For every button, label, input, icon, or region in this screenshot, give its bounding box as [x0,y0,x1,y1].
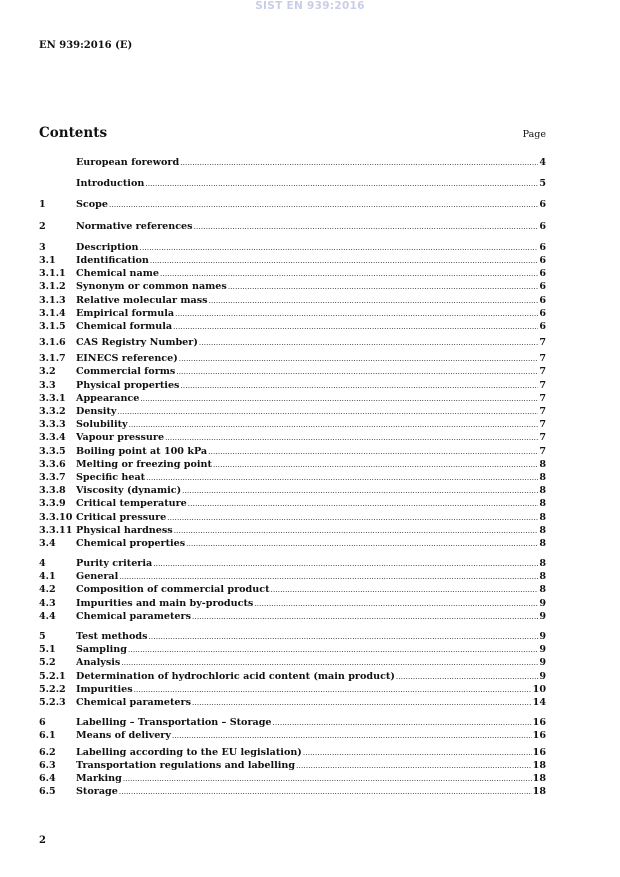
toc-entry-title[interactable]: Impurities and main by-products [76,597,254,609]
toc-entry[interactable] [39,379,546,392]
toc-entry-title[interactable]: Chemical properties [76,537,186,549]
document-id: EN 939:2016 (E) [39,40,133,51]
toc-entry-title[interactable]: Empirical formula [76,307,175,319]
toc-entry[interactable] [39,392,546,405]
toc-entry-page[interactable]: 16 [532,717,546,729]
toc-entry-title[interactable]: Density [76,406,117,417]
toc-dot-leader [153,558,538,571]
toc-entry[interactable] [39,307,546,320]
toc-dot-leader [182,485,538,498]
toc-entry[interactable] [39,610,546,623]
toc-entry-number: 3.2 [39,366,56,378]
toc-entry-number: 3.1.4 [39,307,66,319]
toc-entry-title[interactable]: General [76,571,119,583]
toc-entry[interactable] [39,405,546,418]
toc-entry-title[interactable]: Chemical formula [76,320,173,332]
toc-dot-leader [228,281,538,294]
toc-entry-page[interactable]: 16 [532,730,546,742]
toc-entry-number: 5.2.1 [39,670,66,682]
toc-entry-number: 6 [39,717,46,729]
toc-entry-number: 5.2.2 [39,683,66,695]
toc-dot-leader [117,406,538,419]
toc-dot-leader [188,498,539,511]
toc-entry-page[interactable]: 8 [539,524,546,536]
toc-entry-number: 3.1.3 [39,294,66,306]
toc-entry-number: 3.3.4 [39,432,66,444]
toc-entry-title[interactable]: Analysis [76,657,121,669]
toc-entry[interactable] [39,431,546,444]
toc-entry-page[interactable]: 18 [532,786,546,798]
toc-entry-number: 3.3.8 [39,485,66,497]
toc-entry-number: 3.3.10 [39,511,73,523]
toc-entry-title[interactable]: Physical hardness [76,524,173,536]
toc-entry-title[interactable]: CAS Registry Number) [76,337,198,349]
toc-entry-number: 5 [39,631,46,642]
toc-entry[interactable] [39,267,546,280]
toc-entry[interactable] [39,336,546,349]
toc-dot-leader [192,611,538,624]
toc-entry[interactable] [39,670,546,683]
toc-entry[interactable] [39,198,546,211]
toc-entry-page[interactable]: 8 [539,558,546,570]
toc-entry-number: 4.3 [39,597,56,609]
toc-entry-title[interactable]: Labelling – Transportation – Storage [76,717,272,729]
toc-entry-number: 5.2.3 [39,696,66,708]
toc-dot-leader [180,380,538,393]
toc-entry-page[interactable]: 6 [539,254,546,266]
toc-entry[interactable] [39,537,546,550]
toc-dot-leader [273,717,532,730]
toc-entry-number: 6.1 [39,730,56,742]
toc-dot-leader [150,255,538,268]
toc-entry-title[interactable]: Transportation regulations and labelling [76,759,296,771]
toc-entry-title[interactable]: Boiling point at 100 kPa [76,445,208,457]
toc-dot-leader [128,644,538,657]
toc-dot-leader [134,684,532,697]
toc-dot-leader [165,432,538,445]
toc-entry-page[interactable]: 6 [539,220,546,232]
toc-entry-page[interactable]: 6 [539,294,546,306]
toc-entry-page[interactable]: 9 [539,597,546,609]
toc-dot-leader [192,697,532,710]
toc-entry-number: 5.2 [39,657,56,669]
toc-entry[interactable] [39,557,546,570]
toc-dot-leader [140,242,539,255]
toc-entry-page[interactable]: 8 [539,485,546,497]
toc-entry-page[interactable]: 6 [539,320,546,332]
toc-entry-number: 4.1 [39,571,56,583]
toc-entry[interactable] [39,570,546,583]
toc-entry-page[interactable]: 7 [539,406,546,417]
toc-entry-number: 4 [39,558,46,570]
toc-entry-title[interactable]: Relative molecular mass [76,294,208,306]
toc-entry-page[interactable]: 6 [539,268,546,280]
toc-entry[interactable] [39,759,546,772]
toc-entry-title[interactable]: Solubility [76,419,128,431]
toc-entry[interactable] [39,785,546,798]
toc-entry-page[interactable]: 18 [532,759,546,771]
toc-entry-number: 3.3.7 [39,471,66,483]
toc-entry-number: 6.4 [39,772,56,784]
toc-dot-leader [148,631,538,644]
toc-entry-title[interactable]: Purity criteria [76,558,153,570]
toc-entry-number: 4.2 [39,584,56,596]
toc-entry-page[interactable]: 6 [539,307,546,319]
toc-entry[interactable] [39,643,546,656]
toc-entry-title[interactable]: Commercial forms [76,366,176,378]
toc-entry[interactable] [39,280,546,293]
toc-entry-title[interactable]: Determination of hydrochloric acid content (main product) [76,670,395,682]
toc-entry-page[interactable]: 7 [539,379,546,391]
toc-entry[interactable] [39,484,546,497]
toc-entry[interactable] [39,746,546,759]
toc-dot-leader [172,730,532,743]
toc-entry-title[interactable]: Marking [76,772,122,784]
toc-entry-page[interactable]: 8 [539,537,546,549]
toc-entry-number: 2 [39,220,46,232]
toc-entry[interactable] [39,683,546,696]
toc-entry-title[interactable]: Scope [76,199,108,211]
toc-entry-title[interactable]: Test methods [76,631,148,642]
toc-dot-leader [129,419,539,432]
toc-entry-title[interactable]: Means of delivery [76,730,171,742]
toc-entry-page[interactable]: 4 [539,157,546,168]
toc-entry[interactable] [39,583,546,596]
toc-entry-title[interactable]: Impurities [76,683,133,695]
toc-dot-leader [208,446,538,459]
toc-entry-page[interactable]: 9 [539,631,546,642]
toc-entry-number: 3.1.2 [39,281,66,293]
toc-entry-page[interactable]: 9 [539,644,546,656]
toc-entry-title[interactable]: Critical pressure [76,511,167,523]
toc-entry-number: 3.3.5 [39,445,66,457]
toc-entry-number: 3.1.6 [39,337,66,349]
toc-dot-leader [174,525,539,538]
toc-entry[interactable] [39,597,546,610]
toc-entry[interactable] [39,177,546,190]
toc-dot-leader [176,366,538,379]
toc-entry-page[interactable]: 8 [539,584,546,596]
toc-entry-page[interactable]: 6 [539,241,546,253]
toc-entry-title[interactable]: Appearance [76,392,140,404]
toc-entry-page[interactable]: 7 [539,432,546,444]
page-number: 2 [39,835,46,846]
toc-entry-title[interactable]: Normative references [76,220,193,232]
toc-dot-leader [180,157,538,170]
toc-dot-leader [271,584,539,597]
toc-entry-number: 4.4 [39,610,56,622]
toc-entry-page[interactable]: 8 [539,458,546,470]
toc-entry-title[interactable]: Sampling [76,644,127,656]
toc-dot-leader [173,321,538,334]
toc-entry-number: 3.1 [39,254,56,266]
toc-entry-title[interactable]: Chemical name [76,268,159,280]
toc-entry[interactable] [39,511,546,524]
toc-entry-number: 3.1.1 [39,268,66,280]
toc-entry-title[interactable]: Description [76,241,139,253]
toc-entry[interactable] [39,696,546,709]
toc-entry-title[interactable]: Identification [76,254,149,266]
toc-entry[interactable] [39,471,546,484]
toc-dot-leader [140,393,538,406]
toc-dot-leader [396,671,538,684]
toc-entry[interactable] [39,656,546,669]
contents-heading: Contents [39,125,108,141]
toc-dot-leader [209,295,539,308]
toc-entry[interactable] [39,220,546,233]
toc-dot-leader [179,353,539,366]
toc-entry-number: 3 [39,241,46,253]
toc-entry-title[interactable]: Introduction [76,178,145,190]
toc-entry-page[interactable]: 7 [539,366,546,378]
toc-entry-page[interactable]: 7 [539,419,546,431]
toc-entry-page[interactable]: 16 [532,746,546,758]
toc-entry-page[interactable]: 8 [539,571,546,583]
toc-entry[interactable] [39,497,546,510]
toc-entry[interactable] [39,729,546,742]
toc-entry[interactable] [39,772,546,785]
toc-entry[interactable] [39,365,546,378]
toc-dot-leader [175,308,538,321]
toc-entry-page[interactable]: 7 [539,392,546,404]
toc-entry-page[interactable]: 8 [539,471,546,483]
toc-dot-leader [199,337,538,350]
toc-entry-title[interactable]: Chemical parameters [76,610,191,622]
toc-entry-title[interactable]: Vapour pressure [76,432,165,444]
toc-entry-title[interactable]: Chemical parameters [76,696,191,708]
toc-dot-leader [194,221,539,234]
toc-entry-title[interactable]: EINECS reference) [76,353,178,365]
toc-dot-leader [296,760,532,773]
toc-entry-number: 3.3 [39,379,56,391]
toc-entry-number: 6.3 [39,759,56,771]
toc-entry[interactable] [39,156,546,169]
toc-entry-title[interactable]: Critical temperature [76,498,187,510]
toc-entry[interactable] [39,716,546,729]
toc-entry-title[interactable]: Storage [76,786,118,798]
toc-entry-page[interactable]: 14 [532,696,546,708]
toc-dot-leader [254,598,538,611]
toc-entry-page[interactable]: 6 [539,199,546,211]
toc-entry-page[interactable]: 8 [539,511,546,523]
toc-entry-number: 3.1.5 [39,320,66,332]
toc-entry-page[interactable]: 5 [539,178,546,190]
toc-entry-page[interactable]: 9 [539,610,546,622]
toc-entry-number: 3.4 [39,537,56,549]
toc-dot-leader [123,773,532,786]
toc-entry-number: 3.3.1 [39,392,66,404]
toc-entry-title[interactable]: Composition of commercial product [76,584,270,596]
toc-entry[interactable] [39,294,546,307]
toc-entry-number: 1 [39,199,46,211]
toc-entry[interactable] [39,320,546,333]
toc-entry-page[interactable]: 9 [539,670,546,682]
toc-entry[interactable] [39,458,546,471]
toc-dot-leader [109,199,538,212]
toc-entry-number: 3.3.11 [39,524,73,536]
toc-entry-number: 5.1 [39,644,56,656]
toc-entry-page[interactable]: 18 [532,772,546,784]
toc-entry-number: 3.3.6 [39,458,66,470]
toc-dot-leader [186,538,538,551]
toc-entry-page[interactable]: 7 [539,337,546,349]
table-of-contents [39,156,546,798]
toc-dot-leader [146,472,538,485]
toc-entry-page[interactable]: 8 [539,498,546,510]
toc-entry-title[interactable]: Physical properties [76,379,180,391]
toc-entry-title[interactable]: Melting or freezing point [76,458,212,470]
toc-entry-number: 3.3.9 [39,498,66,510]
toc-entry-title[interactable]: Synonym or common names [76,281,227,293]
toc-dot-leader [119,786,532,799]
toc-entry-title[interactable]: Specific heat [76,471,146,483]
toc-entry[interactable] [39,524,546,537]
toc-entry-title[interactable]: Viscosity (dynamic) [76,485,182,497]
watermark: SIST EN 939:2016 [255,0,365,12]
toc-entry-number: 6.2 [39,746,56,758]
page-column-label: Page [522,129,546,140]
toc-entry[interactable] [39,254,546,267]
toc-entry[interactable] [39,418,546,431]
toc-entry-number: 6.5 [39,786,56,798]
toc-entry-title[interactable]: Labelling according to the EU legislation) [76,746,302,758]
toc-dot-leader [145,178,538,191]
toc-entry-page[interactable]: 7 [539,353,546,365]
toc-dot-leader [213,459,538,472]
toc-entry[interactable] [39,445,546,458]
toc-dot-leader [303,747,532,760]
toc-entry-title[interactable]: European foreword [76,157,180,168]
toc-entry[interactable] [39,352,546,365]
toc-entry-page[interactable]: 6 [539,281,546,293]
toc-entry-page[interactable]: 7 [539,445,546,457]
toc-entry-number: 3.3.2 [39,406,66,417]
toc-dot-leader [167,512,538,525]
toc-entry-number: 3.3.3 [39,419,66,431]
toc-entry-page[interactable]: 10 [532,683,546,695]
toc-entry[interactable] [39,630,546,643]
toc-entry-number: 3.1.7 [39,353,66,365]
toc-entry[interactable] [39,241,546,254]
toc-entry-page[interactable]: 9 [539,657,546,669]
